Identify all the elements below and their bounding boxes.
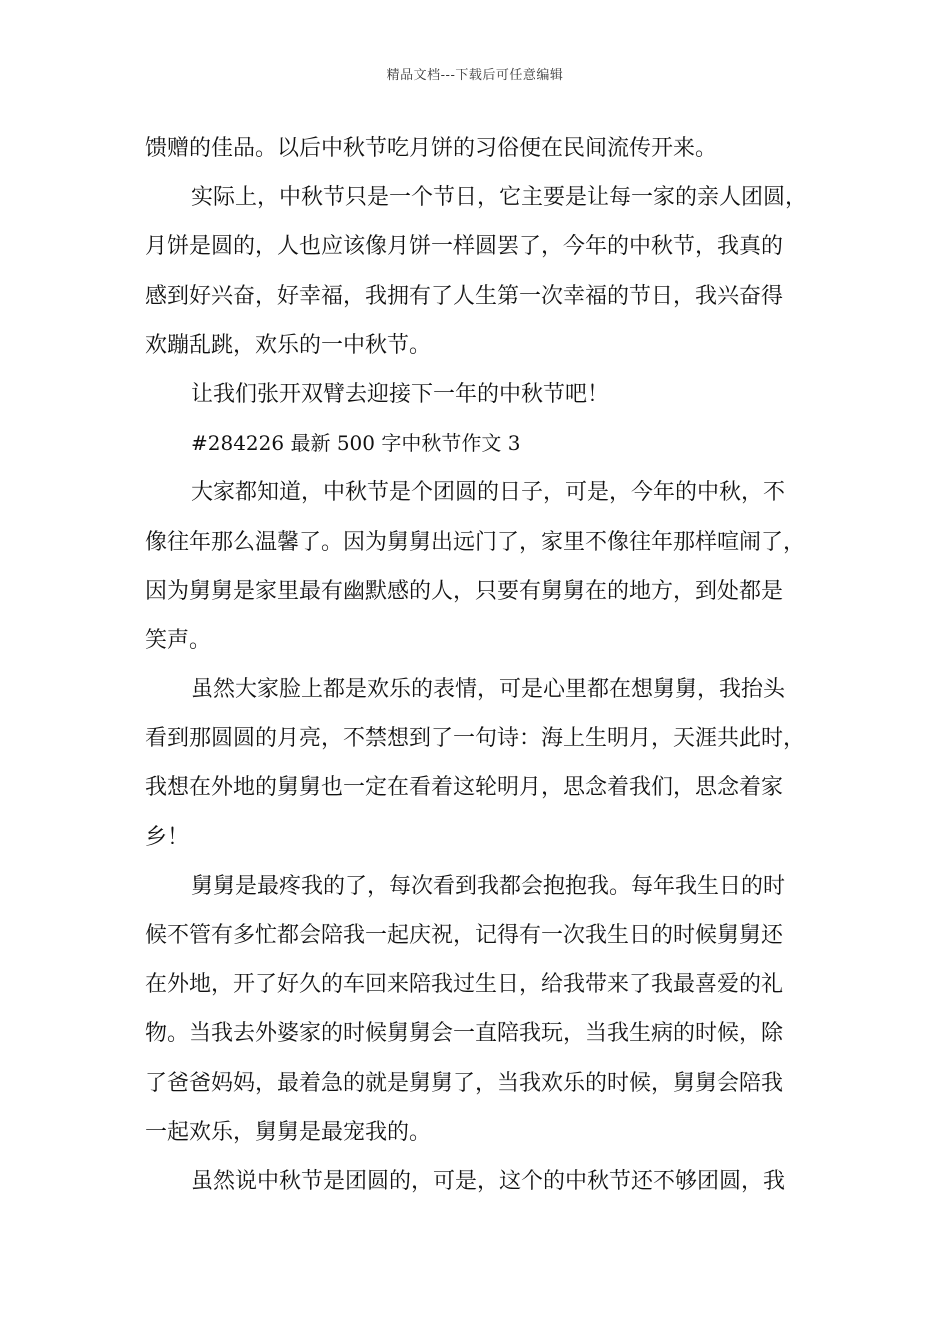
paragraph-start-line: 实际上，中秋节只是一个节日，它主要是让每一家的亲人团圆， <box>191 185 808 211</box>
paragraph-start-line: 舅舅是最疼我的了，每次看到我都会抱抱我。每年我生日的时 <box>191 873 786 899</box>
text-line: 笑声。 <box>145 627 212 653</box>
section-heading: #284226 最新 500 字中秋节作文 3 <box>191 431 521 456</box>
paragraph-start-line: 让我们张开双臂去迎接下一年的中秋节吧！ <box>191 381 610 407</box>
text-line: 候不管有多忙都会陪我一起庆祝，记得有一次我生日的时候舅舅还 <box>145 923 784 948</box>
text-line: 欢蹦乱跳，欢乐的一中秋节。 <box>145 332 432 358</box>
text-line: 我想在外地的舅舅也一定在看着这轮明月，思念着我们，思念着家 <box>145 775 784 801</box>
paragraph-start-line: 虽然说中秋节是团圆的，可是，这个的中秋节还不够团圆，我 <box>191 1168 786 1194</box>
text-line: 因为舅舅是家里最有幽默感的人，只要有舅舅在的地方，到处都是 <box>145 578 784 604</box>
text-line: 月饼是圆的，人也应该像月饼一样圆罢了，今年的中秋节，我真的 <box>145 234 784 260</box>
document-body <box>145 124 815 1206</box>
text-line: 物。当我去外婆家的时候舅舅会一直陪我玩，当我生病的时候，除 <box>145 1021 784 1047</box>
text-line: 感到好兴奋，好幸福，我拥有了人生第一次幸福的节日，我兴奋得 <box>145 283 784 309</box>
text-line: 一起欢乐，舅舅是最宠我的。 <box>145 1119 432 1145</box>
page-header: 精品文档---下载后可任意编辑 <box>386 68 564 83</box>
paragraph-start-line: 大家都知道，中秋节是个团圆的日子，可是，今年的中秋，不 <box>191 480 786 506</box>
text-line: 在外地，开了好久的车回来陪我过生日，给我带来了我最喜爱的礼 <box>145 972 784 998</box>
paragraph-start-line: 虽然大家脸上都是欢乐的表情，可是心里都在想舅舅，我抬头 <box>191 677 786 703</box>
text-line: 像往年那么温馨了。因为舅舅出远门了，家里不像往年那样喧闹了， <box>145 529 806 555</box>
text-line: 乡！ <box>145 824 190 850</box>
text-line: 馈赠的佳品。以后中秋节吃月饼的习俗便在民间流传开来。 <box>145 136 718 161</box>
text-line: 看到那圆圆的月亮，不禁想到了一句诗：海上生明月，天涯共此时， <box>145 726 806 752</box>
text-line: 了爸爸妈妈，最着急的就是舅舅了，当我欢乐的时候，舅舅会陪我 <box>145 1070 784 1096</box>
